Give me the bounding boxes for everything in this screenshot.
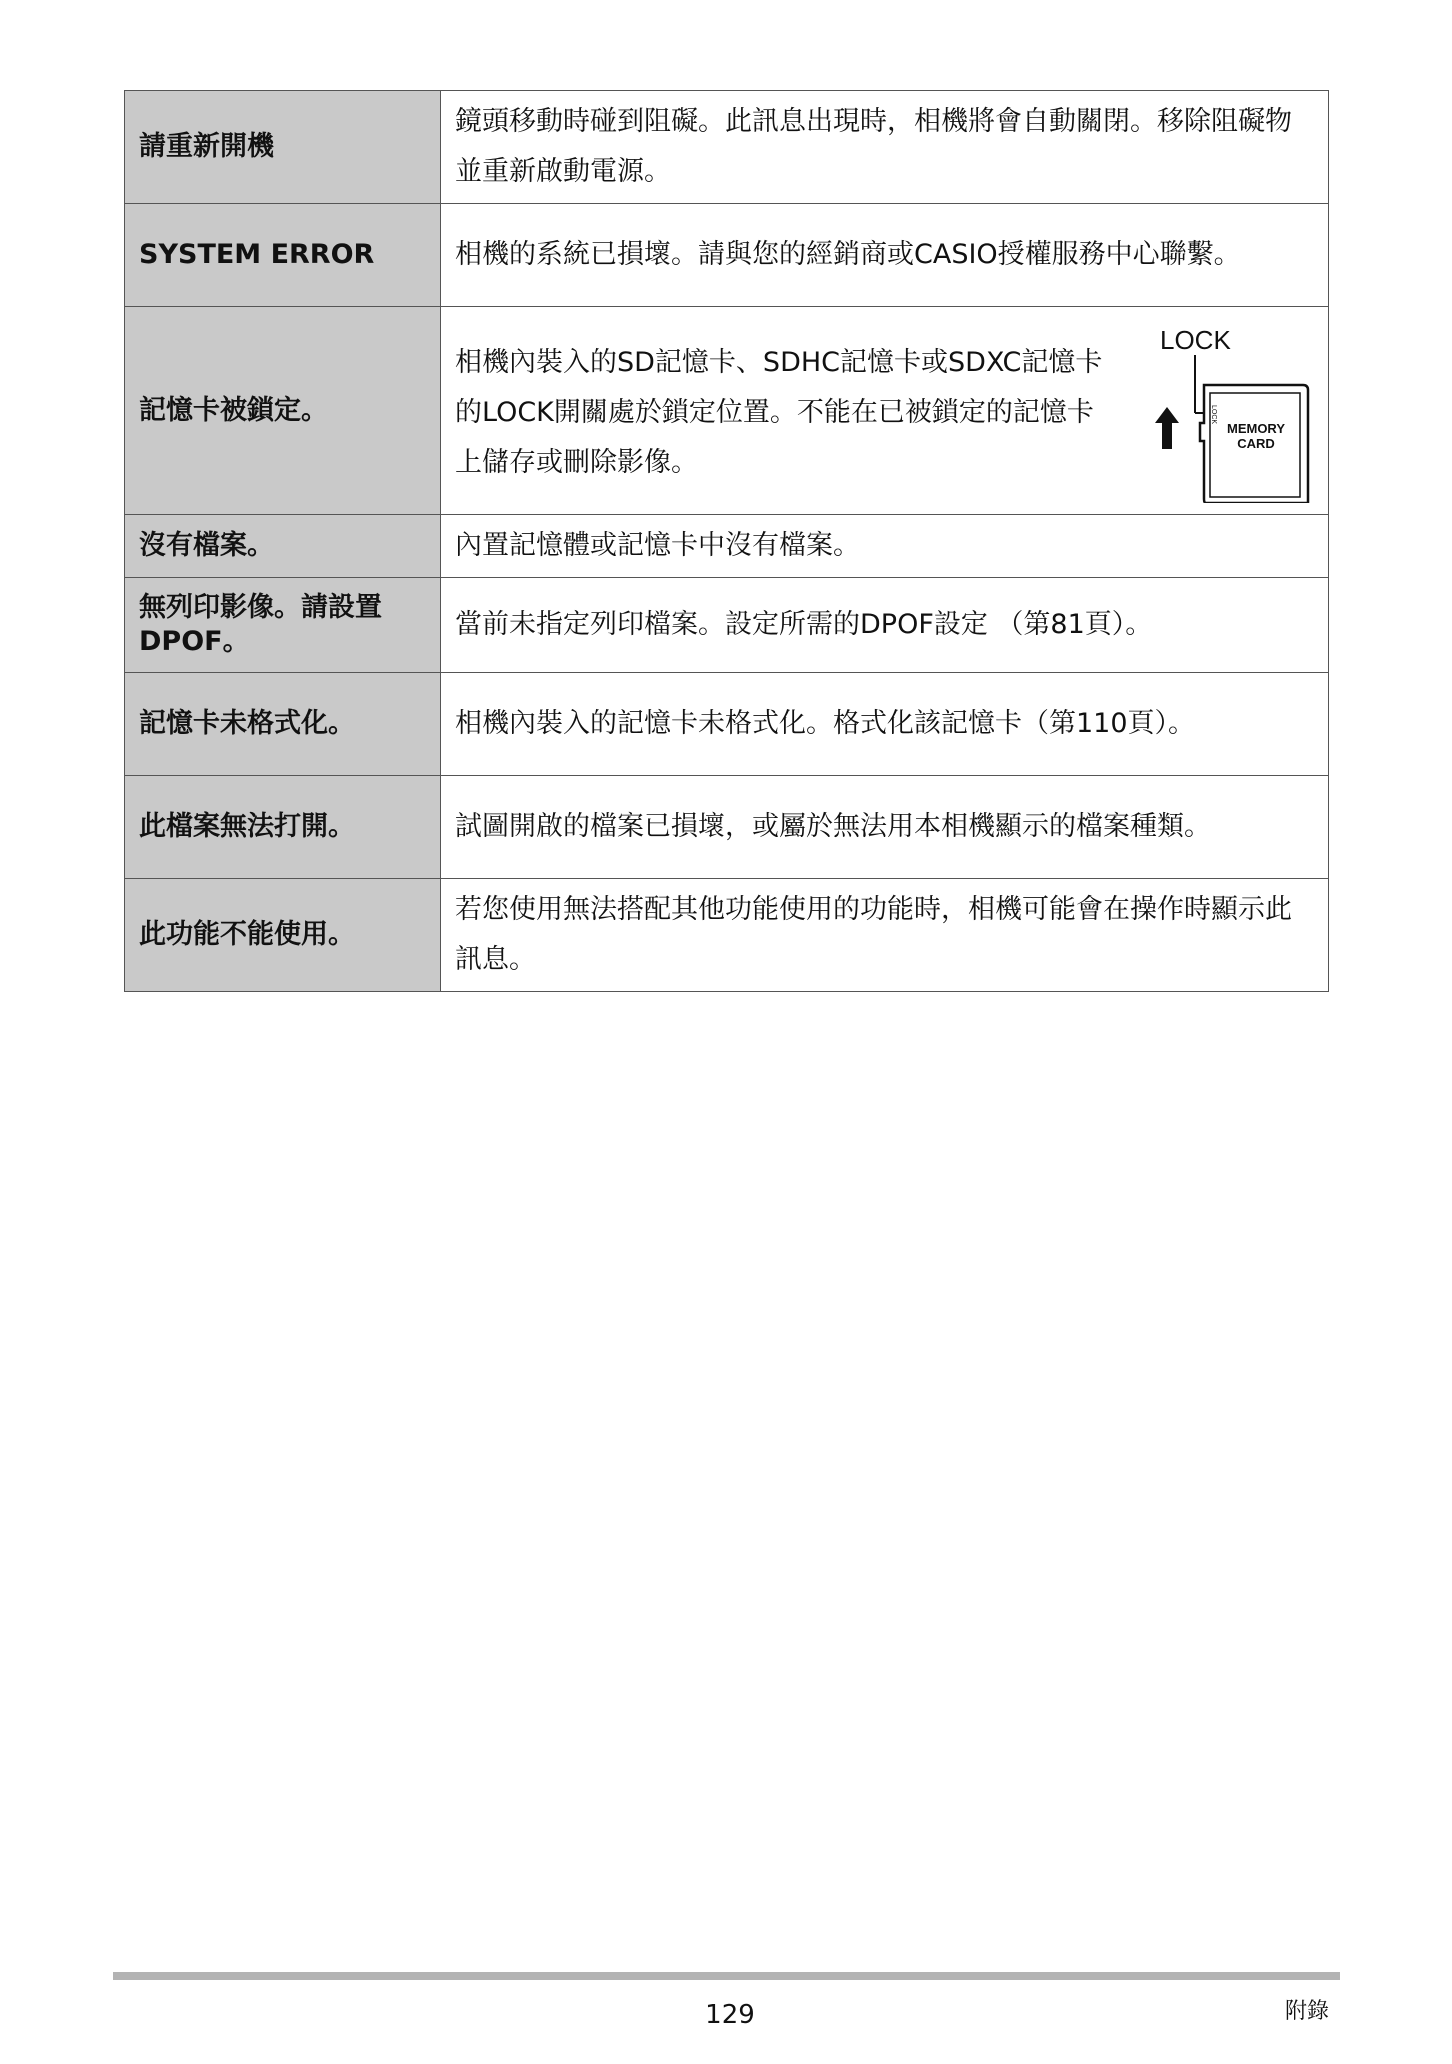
table-row (125, 879, 1329, 992)
message-description: 內置記憶體或記憶卡中沒有檔案。 (441, 515, 1329, 578)
message-description: 相機的系統已損壞。請與您的經銷商或CASIO授權服務中心聯繫。 (441, 204, 1329, 307)
table-row (125, 776, 1329, 879)
message-description: 鏡頭移動時碰到阻礙。此訊息出現時，相機將會自動關閉。移除阻礙物並重新啟動電源。 (441, 91, 1329, 204)
table-row (125, 91, 1329, 204)
memory-card-lock-figure (1150, 323, 1320, 503)
page-number: 129 (705, 2000, 755, 2030)
message-label: 此功能不能使用。 (125, 879, 441, 992)
lock-label: LOCK (1160, 325, 1231, 355)
message-label: 記憶卡未格式化。 (125, 673, 441, 776)
error-message-table (124, 90, 1329, 992)
table-row (125, 204, 1329, 307)
message-description: 試圖開啟的檔案已損壞，或屬於無法用本相機顯示的檔案種類。 (441, 776, 1329, 879)
table-row (125, 307, 1329, 515)
message-label: 無列印影像。請設置DPOF。 (125, 578, 441, 673)
card-lock-label: LOCK (1210, 405, 1217, 425)
message-description: 相機內裝入的SD記憶卡、SDHC記憶卡或SDXC記憶卡的LOCK開關處於鎖定位置。不能在已被鎖定的記憶卡上儲存或刪除影像。 (455, 346, 1103, 478)
up-arrow-icon (1155, 407, 1179, 449)
message-description: 若您使用無法搭配其他功能使用的功能時，相機可能會在操作時顯示此訊息。 (441, 879, 1329, 992)
table-row (125, 515, 1329, 578)
message-label: 請重新開機 (125, 91, 441, 204)
table-row (125, 578, 1329, 673)
message-description: 當前未指定列印檔案。設定所需的DPOF設定 （第81頁）。 (441, 578, 1329, 673)
message-description: 相機內裝入的記憶卡未格式化。格式化該記憶卡（第110頁）。 (441, 673, 1329, 776)
footer-divider (113, 1972, 1340, 1980)
table-row (125, 673, 1329, 776)
message-label: SYSTEM ERROR (125, 204, 441, 307)
message-label: 記憶卡被鎖定。 (125, 307, 441, 515)
message-description-cell (441, 307, 1329, 515)
section-name: 附錄 (1285, 1999, 1330, 2024)
card-label-line1: MEMORY (1226, 421, 1286, 436)
message-label: 此檔案無法打開。 (125, 776, 441, 879)
message-label: 沒有檔案。 (125, 515, 441, 578)
card-label-line2: CARD (1237, 436, 1275, 451)
